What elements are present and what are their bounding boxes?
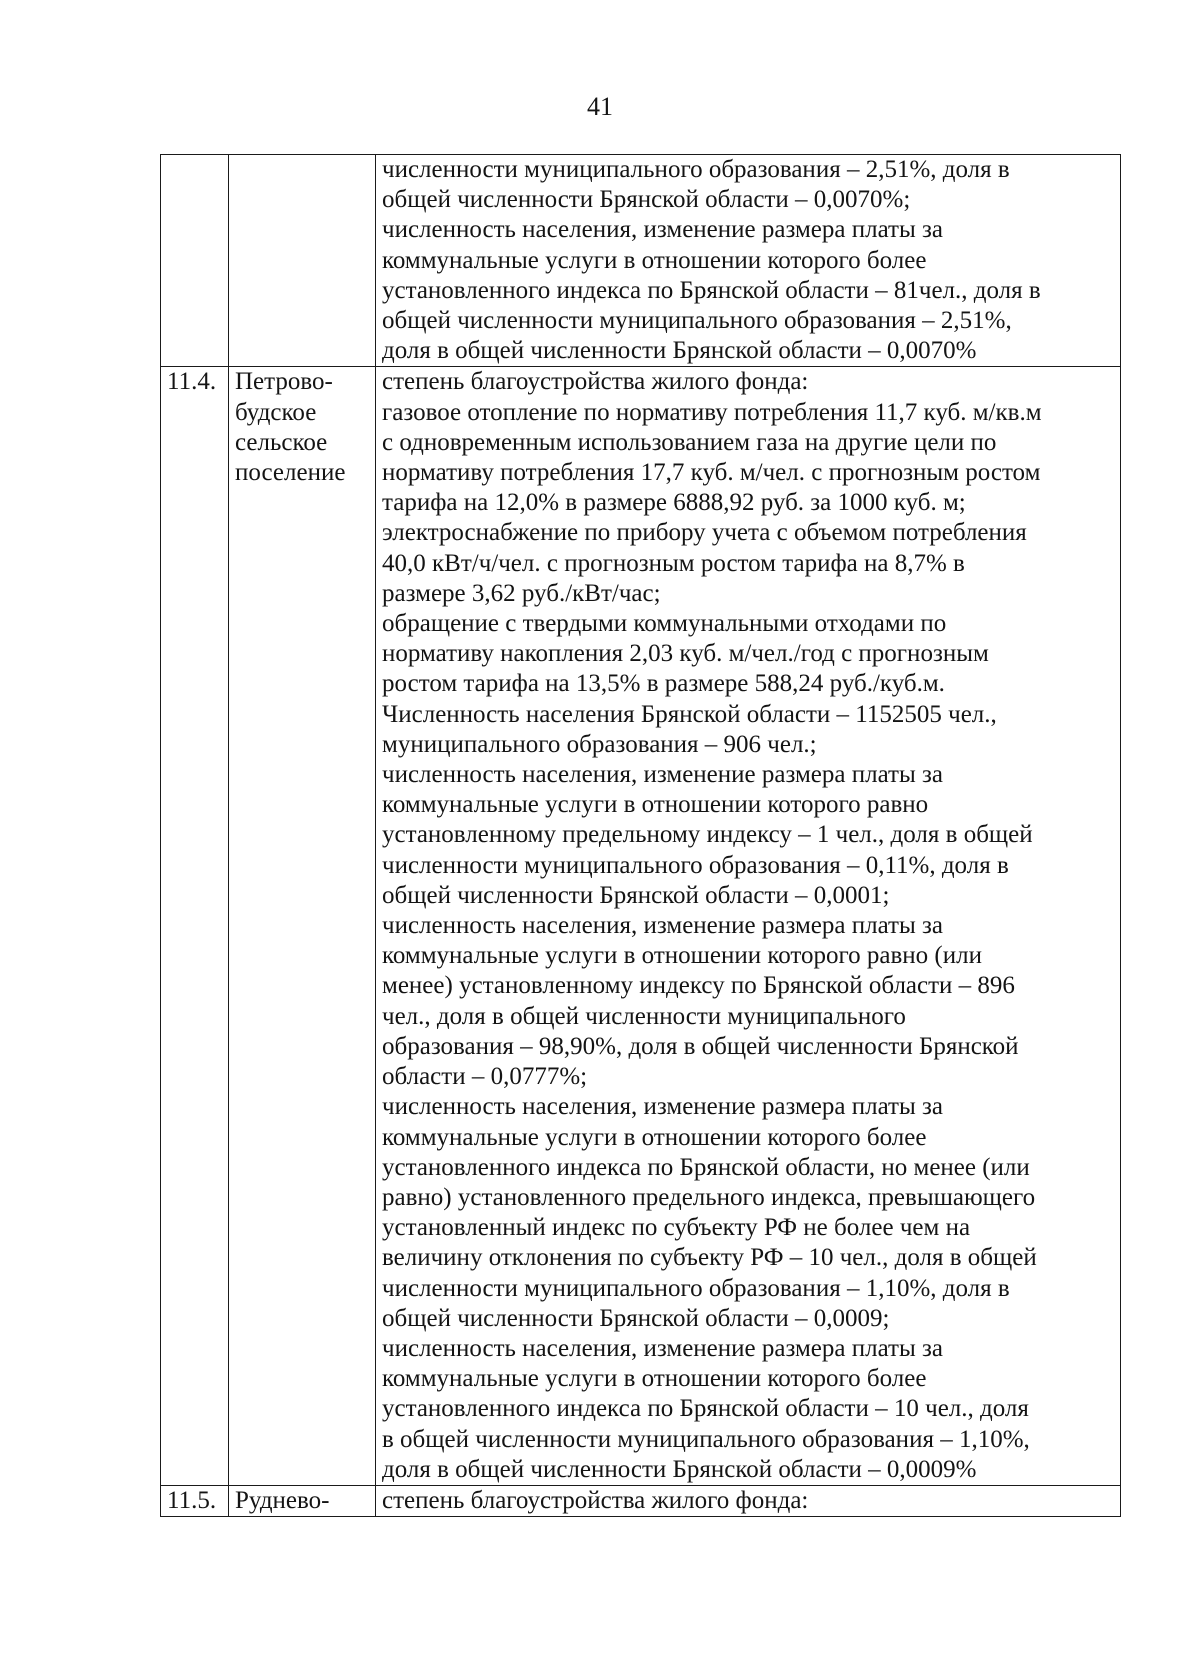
description-line: нормативу потребления 17,7 куб. м/чел. с прогнозным ростом <box>382 459 1041 487</box>
description-line: коммунальные услуги в отношении которого более <box>382 1123 927 1151</box>
description-cell <box>376 155 1121 367</box>
description-line: общей численности Брянской области – 0,0001; <box>382 881 890 909</box>
description-line: общей численности Брянской области – 0,0070%; <box>382 186 911 214</box>
description-line: образования – 98,90%, доля в общей численности Брянской <box>382 1032 1019 1060</box>
description-line: численность населения, изменение размера платы за <box>382 216 943 244</box>
description-line: тарифа на 12,0% в размере 6888,92 руб. за 1000 куб. м; <box>382 489 966 517</box>
description-line: численность населения, изменение размера платы за <box>382 1334 943 1362</box>
row-number-cell: 11.5. <box>161 1485 229 1516</box>
settlement-name-cell <box>229 155 376 367</box>
description-line: численности муниципального образования – 1,10%, доля в <box>382 1274 1010 1302</box>
description-line: установленного индекса по Брянской области – 10 чел., доля <box>382 1395 1029 1423</box>
description-line: обращение с твердыми коммунальными отходами по <box>382 610 947 638</box>
description-line: доля в общей численности Брянской области – 0,0070% <box>382 337 977 365</box>
description-line: численности муниципального образования – 2,51%, доля в <box>382 156 1010 183</box>
description-line: коммунальные услуги в отношении которого более <box>382 1365 927 1393</box>
settlement-name-cell <box>229 1485 376 1516</box>
description-line: установленного индекса по Брянской области, но менее (или <box>382 1153 1030 1181</box>
description-line: электроснабжение по прибору учета с объемом потребления <box>382 519 1027 547</box>
description-line: степень благоустройства жилого фонда: <box>382 1486 809 1514</box>
description-line: менее) установленному индексу по Брянской области – 896 <box>382 972 1015 1000</box>
description-line: величину отклонения по субъекту РФ – 10 чел., доля в общей <box>382 1244 1037 1272</box>
description-cell <box>376 1485 1121 1516</box>
description-line: установленному предельному индексу – 1 чел., доля в общей <box>382 821 1033 849</box>
description-line: ростом тарифа на 13,5% в размере 588,24 руб./куб.м. <box>382 670 945 698</box>
description-line: численность населения, изменение размера платы за <box>382 1093 943 1121</box>
settlement-name-line: поселение <box>235 459 346 487</box>
description-line: общей численности Брянской области – 0,0009; <box>382 1304 890 1332</box>
description-line: Численность населения Брянской области – 1152505 чел., <box>382 700 997 728</box>
row-number-cell <box>161 155 229 367</box>
description-line: в общей численности муниципального образования – 1,10%, <box>382 1425 1030 1453</box>
settlement-name-line: сельское <box>235 428 328 456</box>
table-body <box>161 155 1121 1517</box>
description-cell <box>376 367 1121 1486</box>
settlement-name-line: будское <box>235 398 317 426</box>
table-row <box>161 1485 1121 1516</box>
table-row <box>161 155 1121 367</box>
description-line: общей численности муниципального образования – 2,51%, <box>382 307 1012 335</box>
description-line: численность населения, изменение размера платы за <box>382 912 943 940</box>
description-line: доля в общей численности Брянской области – 0,0009% <box>382 1455 977 1483</box>
settlement-name-cell <box>229 367 376 1486</box>
description-line: численности муниципального образования – 0,11%, доля в <box>382 851 1009 879</box>
description-line: коммунальные услуги в отношении которого равно (или <box>382 942 982 970</box>
description-line: размере 3,62 руб./кВт/час; <box>382 579 661 607</box>
description-line: равно) установленного предельного индекса, превышающего <box>382 1183 1036 1211</box>
description-line: муниципального образования – 906 чел.; <box>382 730 817 758</box>
description-line: газовое отопление по нормативу потребления 11,7 куб. м/кв.м <box>382 398 1042 426</box>
description-line: численность населения, изменение размера платы за <box>382 761 943 789</box>
description-line: установленного индекса по Брянской области – 81чел., доля в <box>382 276 1041 304</box>
description-line: установленный индекс по субъекту РФ не более чем на <box>382 1214 971 1242</box>
description-line: 40,0 кВт/ч/чел. с прогнозным ростом тарифа на 8,7% в <box>382 549 965 577</box>
description-line: степень благоустройства жилого фонда: <box>382 368 809 396</box>
description-line: нормативу накопления 2,03 куб. м/чел./год с прогнозным <box>382 640 989 668</box>
description-line: области – 0,0777%; <box>382 1063 588 1091</box>
description-line: коммунальные услуги в отношении которого более <box>382 246 927 274</box>
description-line: с одновременным использованием газа на другие цели по <box>382 428 997 456</box>
table-row <box>161 367 1121 1486</box>
settlement-name-line: Петрово- <box>235 368 333 396</box>
settlement-name-line: Руднево- <box>235 1486 330 1514</box>
page-number: 41 <box>587 92 613 121</box>
description-line: чел., доля в общей численности муниципального <box>382 1002 906 1030</box>
row-number-cell: 11.4. <box>161 367 229 1486</box>
description-line: коммунальные услуги в отношении которого равно <box>382 791 929 819</box>
document-table <box>160 154 1121 1517</box>
